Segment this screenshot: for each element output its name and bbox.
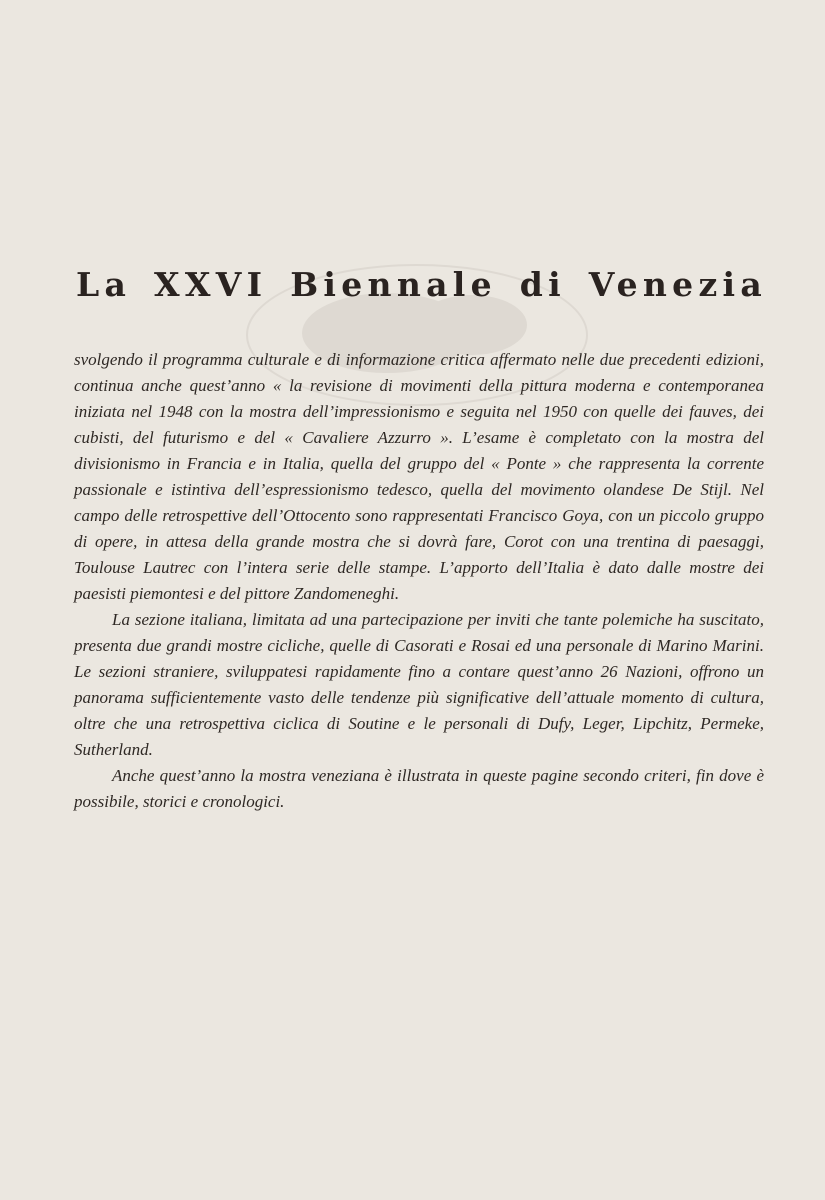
paragraph-1: svolgendo il programma culturale e di informazione critica affermato nelle due precedenti edizioni, continua anche quest’anno « la revisione di movimenti della pittura moderna e contemporanea iniziata nel 1948 con la mostra dell’impressionismo e seguita nel 1950 con quelle dei fauves, dei cubisti, del futurismo e del « Cavaliere Azzurro ». L’esame è completato con la mostra del divisionismo in Francia e in Italia, quella del gruppo del « Ponte » che rappresenta la corrente passionale e istintiva dell’espressionismo tedesco, quella del movimento olandese De Stijl. Nel campo delle retrospettive dell’Ottocento sono rappresentati Francisco Goya, con un piccolo gruppo di opere, in attesa della grande mostra che si dovrà fare, Corot con una trentina di paesaggi, Toulouse Lautrec con l’intera serie delle stampe. L’apporto dell’Italia è dato dalle mostre dei paesisti piemontesi e del pittore Zandomeneghi. xyxy=(74,350,764,603)
paragraph-3: Anche quest’anno la mostra veneziana è illustrata in queste pagine secondo criteri, fin dove è possibile, storici e cronologici. xyxy=(74,766,764,811)
page-title: La XXVI Biennale di Venezia xyxy=(76,265,768,304)
body-text xyxy=(74,347,764,815)
paragraph-2: La sezione italiana, limitata ad una partecipazione per inviti che tante polemiche ha suscitato, presenta due grandi mostre cicliche, quelle di Casorati e Rosai ed una personale di Marino Marini. Le sezioni straniere, sviluppatesi rapidamente fino a contare quest’anno 26 Nazioni, offrono un panorama sufficientemente vasto delle tendenze più significative dell’attuale momento di cultura, oltre che una retrospettiva ciclica di Soutine e le personali di Dufy, Leger, Lipchitz, Permeke, Sutherland. xyxy=(74,610,764,759)
